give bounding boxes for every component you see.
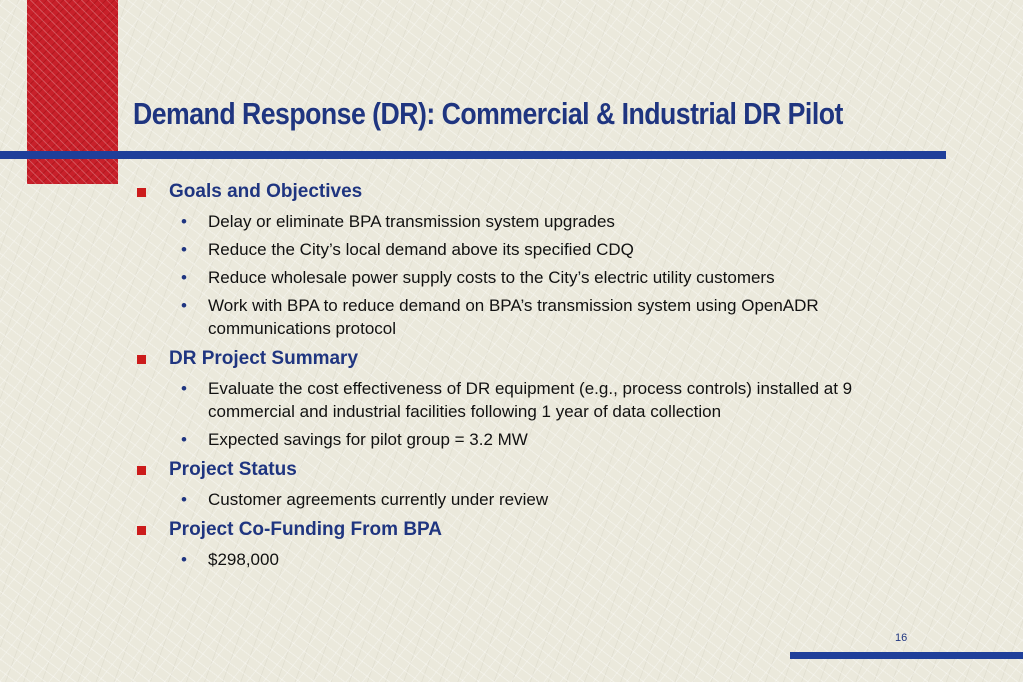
dot-bullet-icon: • (181, 296, 187, 315)
bullet-list (134, 488, 894, 511)
section-heading-text: Goals and Objectives (169, 181, 363, 202)
dot-bullet-icon: • (181, 550, 187, 569)
section-heading (134, 178, 894, 206)
bullet-list (134, 548, 894, 571)
slide-title: Demand Response (DR): Commercial & Industrial DR Pilot (133, 96, 843, 131)
list-item-text: Delay or eliminate BPA transmission system upgrades (208, 212, 615, 231)
square-bullet-icon (137, 188, 146, 197)
list-item (134, 266, 894, 289)
section-heading (134, 456, 894, 484)
title-underline-bar (0, 151, 946, 159)
list-item-text: Expected savings for pilot group = 3.2 MW (208, 430, 528, 449)
list-item-text: $298,000 (208, 550, 279, 569)
dot-bullet-icon: • (181, 430, 187, 449)
section-heading (134, 345, 894, 373)
list-item (134, 548, 894, 571)
section-heading (134, 516, 894, 544)
list-item (134, 238, 894, 261)
list-item-text: Reduce wholesale power supply costs to the City’s electric utility customers (208, 268, 775, 287)
section-heading-text: DR Project Summary (169, 348, 359, 369)
list-item (134, 210, 894, 233)
list-item (134, 428, 894, 451)
list-item-text: Evaluate the cost effectiveness of DR equipment (e.g., process controls) installed at 9 commercial and industrial facilities following 1 year of data collection (208, 379, 853, 421)
slide-body (134, 178, 894, 576)
list-item (134, 377, 894, 423)
square-bullet-icon (137, 355, 146, 364)
list-item-text: Work with BPA to reduce demand on BPA’s transmission system using OpenADR communications protocol (208, 296, 819, 338)
square-bullet-icon (137, 466, 146, 475)
list-item-text: Reduce the City’s local demand above its specified CDQ (208, 240, 634, 259)
section-project-status (134, 456, 894, 511)
dot-bullet-icon: • (181, 212, 187, 231)
dot-bullet-icon: • (181, 490, 187, 509)
section-heading-text: Project Status (169, 459, 297, 480)
square-bullet-icon (137, 526, 146, 535)
section-goals (134, 178, 894, 340)
list-item (134, 294, 894, 340)
section-co-funding (134, 516, 894, 571)
dot-bullet-icon: • (181, 268, 187, 287)
page-number: 16 (895, 632, 908, 644)
bullet-list (134, 377, 894, 451)
footer-accent-bar (790, 652, 1023, 659)
dot-bullet-icon: • (181, 379, 187, 398)
section-project-summary (134, 345, 894, 451)
bullet-list (134, 210, 894, 340)
section-heading-text: Project Co-Funding From BPA (169, 519, 443, 540)
list-item-text: Customer agreements currently under review (208, 490, 549, 509)
dot-bullet-icon: • (181, 240, 187, 259)
list-item (134, 488, 894, 511)
